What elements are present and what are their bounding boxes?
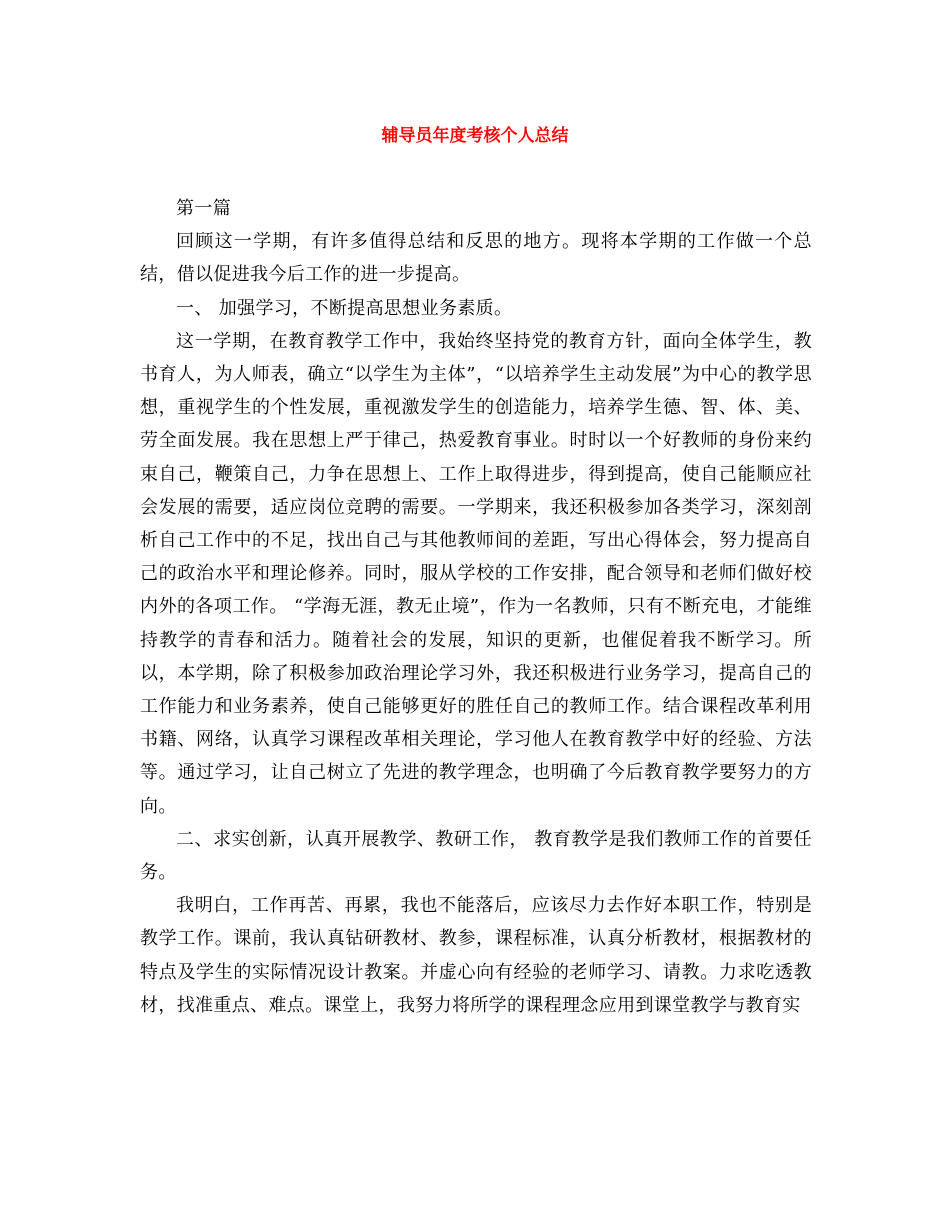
document-body [140, 192, 812, 1022]
paragraph-study: 这一学期，在教育教学工作中，我始终坚持党的教育方针，面向全体学生，教书育人，为人师表，确立“以学生为主体”，“以培养学生主动发展”为中心的教学思想，重视学生的个性发展，重视激发学生的创造能力，培养学生德、智、体、美、劳全面发展。我在思想上严于律己，热爱教育事业。时时以一个好教师的身份来约束自己，鞭策自己，力争在思想上、工作上取得进步，得到提高，使自己能顺应社会发展的需要，适应岗位竞聘的需要。一学期来，我还积极参加各类学习，深刻剖析自己工作中的不足，找出自己与其他教师间的差距，写出心得体会，努力提高自己的政治水平和理论修养。同时，服从学校的工作安排，配合领导和老师们做好校内外的各项工作。 “学海无涯，教无止境”，作为一名教师，只有不断充电，才能维持教学的青春和活力。随着社会的发展，知识的更新，也催促着我不断学习。所以，本学期，除了积极参加政治理论学习外，我还积极进行业务学习，提高自己的工作能力和业务素养，使自己能够更好的胜任自己的教师工作。结合课程改革利用书籍、网络，认真学习课程改革相关理论，学习他人在教育教学中好的经验、方法等。通过学习，让自己树立了先进的教学理念，也明确了今后教育教学要努力的方向。 [140, 330, 812, 817]
paragraph-teaching: 我明白，工作再苦、再累，我也不能落后，应该尽力去作好本职工作，特别是教学工作。课前，我认真钻研教材、教参，课程标准，认真分析教材，根据教材的特点及学生的实际情况设计教案。并虚心向有经验的老师学习、请教。力求吃透教材，找准重点、难点。课堂上，我努力将所学的课程理念应用到课堂教学与教育实 [140, 895, 812, 1016]
paragraph-intro: 回顾这一学期，有许多值得总结和反思的地方。现将本学期的工作做一个总结，借以促进我今后工作的进一步提高。 [140, 231, 812, 286]
paragraph-section-label: 第一篇 [176, 198, 232, 219]
paragraph-heading-one: 一、 加强学习，不断提高思想业务素质。 [176, 297, 513, 319]
paragraph-heading-two: 二、求实创新，认真开展教学、教研工作， 教育教学是我们教师工作的首要任务。 [140, 828, 812, 884]
document-title: 辅导员年度考核个人总结 [381, 126, 569, 146]
